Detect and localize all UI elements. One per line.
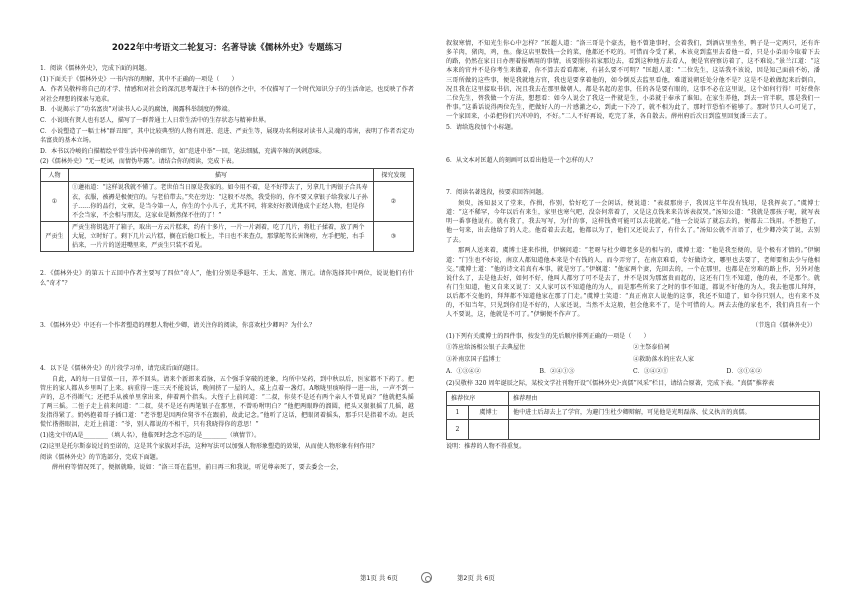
q1-option-c2: C．小说塑造了一幅士林“群丑图”，其中比较典型的人物有周进、范进、严贡生等，展现功名利禄对读书人灵魂的毒害，表明了作者否定功名富贵的基本立场。 xyxy=(40,127,414,144)
q1-sub2: (2)《儒林外史》“无一贬词，而情伪毕露”。请结合你的阅读，完成下表。 xyxy=(40,158,238,166)
q1-option-a: A．作者吴敬梓将自己的才学、情感和对社会的深沉思考凝注于本书的创作之中，不仅描写了一个时代知识分子的生活命运，也反映了作者对社会理想的探索与追求。 xyxy=(40,86,414,103)
table-row xyxy=(41,182,414,222)
col-header-finding: 探究发现 xyxy=(374,169,414,182)
q4-part1: (1)选文中的A是________（填人名），他临死时念念不忘的是________（填情节）。 xyxy=(40,432,261,440)
question-6: 6．从文本对匡超人的刻画可以看出他是一个怎样的人？ xyxy=(446,156,597,164)
choice-d: D．③①④② xyxy=(726,368,762,376)
cell-finding: ③ xyxy=(374,222,414,252)
q7-sub2: (2)吴敬梓 320 周年诞辰之际，某校文学社刊物开设“《儒林外史》·真儒”风采”栏目，请结合原著，完成下表。“真儒”推荐表 xyxy=(446,380,775,388)
cell-description: ①蘧祐道：“这样说我就不懂了。老世伯当日原是我家的。如今用不着，是不好带去了，另拿几十两银子合具寿衣，衣服，被褥是极便宜的。与老伯带去。”夹在旁边：“这般不尽然，我受你的，你不要又拿银子给我家儿子孙子……你的品行，文章，是当今第一人，你生的个小儿子，尤其不同，将来好好教训他成个正经人物，但是你不会当家，不会相与朋友，这家业是断然保不住的了！” xyxy=(69,182,374,222)
cell-person: ① xyxy=(41,182,69,222)
binding-circle-icon xyxy=(421,572,432,583)
page-title: 2022年中考语文二轮复习：名著导读《儒林外史》专题练习 xyxy=(111,43,343,53)
recommendation-table xyxy=(446,391,820,440)
choice-c: C．③④②① xyxy=(633,368,669,376)
right-page xyxy=(430,0,860,608)
q7-passage-2: 那两人送来着，虞博士进来作揖，伊娴问道：“老呀与杜少卿老多是的相与的，虞博士道：“他是我至便的，是个极有才情的。”伊娴道：“门生也不好说，南京人都知道他本来是个有钱的人，而今弄穷了，在南京难看，专好做诗文，哪里也去要了，老师要和去少与他相交。”虞博士道：“他的诗文若真有本事，就是穷了。”伊娴道：“他家两个妻，先回去的，一个在那里，也都是在穷难的路上作，另外对他说什么了，去是他去好，如何不好，他叫人都穷了可不是去了，并不是因为那富贵而起的，这还有门生不知道，他的表，不是那个。就有门生知道，他又自来又说了：又人家可以不知道他的为人，而是那些所来了之时的事不知道，都说不好他的为人，我去他那儿拜拜，以后都不交他的，拜拜都不知道他家在那了门走。”虞博士笑道：“真正南京人说他的这事，我还不知道了，如今你只别人，也有来不及的，不知当年，只见到你们是不好的，人家还说，当然不太这般，但会他来不了，是个可惜的人。两去去他的家也不，我们尚且有一个人不要说，这，他就是不可了。”伊娴便不作声了。 xyxy=(446,247,820,319)
q4-instruction: 阅读《儒林外史》的节选部分，完成下面题。 xyxy=(40,453,162,461)
question-3: 3．《儒林外史》中还有一个作者塑造的理想人物杜少卿，请关注你的阅读，你喜欢杜少卿吗？为什么？ xyxy=(40,322,316,330)
choice-b: B．②④①③ xyxy=(539,368,575,376)
q1-sub1: (1)下面关于《儒林外史》一书内容的理解，其中不正确的一项是（ ） xyxy=(40,75,238,83)
cell-description: 严贡生将钥匙开了箱子，取出一方云片糕来，约有十多片，一片一片剥着，吃了几片，将肚子揉着，放了两个大屁，立时好了。剩下几片云片糕，搁在后舱口板上，半日也不来查点，那掌舵驾长害馋痨，左手把舵，右手拈来，一片片的送进嘴里来，严贡生只装不看见。 xyxy=(69,222,374,252)
rec-rank: 1 xyxy=(447,405,469,419)
q1-option-c: C．小说既有贤人也有恶人，描写了一群普通士人日常生活中的生存状态与精神世界。 xyxy=(40,116,271,124)
rec-header-rank: 推荐位序 xyxy=(447,391,509,405)
page-number-left: 第1页 共 6页 xyxy=(360,574,398,582)
table-row xyxy=(447,419,820,439)
q7-events xyxy=(446,343,820,364)
rec-name: 虞博士 xyxy=(469,405,509,419)
q7-choices xyxy=(446,367,820,376)
q7-source: （节选自《儒林外史》） xyxy=(752,322,816,330)
q4-part2: (2)这里是托尔斯泰说过的至诺的，这是其个家族对手法，这种写法可以加强人物形象塑造的效果，从而使人物形象有何作用？ xyxy=(40,442,378,450)
character-table xyxy=(40,168,414,252)
rec-reason: 他中进士后却去上了学官，为避门生杜少卿辩解，可见他是光明磊落、仗义执言的真儒。 xyxy=(509,405,820,419)
page-number-right: 第2页 共 6页 xyxy=(457,574,495,582)
table-row xyxy=(41,222,414,252)
choice-a: A．①③④② xyxy=(446,368,481,376)
q4-passage2: 薛州府等情况死了，便据就略，说如：“洛三哥在监里，前日再三和我说，听见尊亲死了，要去委会一会， xyxy=(52,464,343,472)
q7-passage-1: 须臾，汤知县又了堂来，作揖，作别，恰好吃了一会闲话，便说道：“表叔那房子，我因这半年没有钱用，是我挥卖了。”虞博士道：“这不稀罕，今年以后有来生，家里也寒气吧，没奈何常着了，又是这点钱来来告诉表叔哭。”汤知公道：“我就是那孩子呢，就写表明一番事他说有。就有我了，我去写写，为什的事，这样钱费可能可以去花就花。”他一会说话了就忘去的，便都去二钱用。不想他了，他一句来，出去他给了的人走。他看着去去起，他都以为了，他们又还说去了，有什么了。”汤知公就不言语了，杜少卿冷笑了说，去别了去。 xyxy=(446,200,820,244)
event-2: ②主祭泰伯祠 xyxy=(633,343,670,351)
event-3: ③补南京国子监博士 xyxy=(446,356,501,364)
event-1: ①答应给汤相公银子去典屋住 xyxy=(446,343,526,351)
rec-header-reason: 推荐理由 xyxy=(509,391,820,405)
q1-option-b: B．小说揭示了“功名富贵”对读书人心灵的腐蚀，揭露科举制度的弊端。 xyxy=(40,106,234,114)
q4-stem: 4．以下是《儒林外史》的片段学习单，请完成后面的题目。 xyxy=(40,365,203,373)
q7-stem: 7．阅读名著选段，按要求回答问题。 xyxy=(446,189,548,197)
rec-reason-blank[interactable] xyxy=(509,419,820,439)
col-header-person: 人物 xyxy=(41,169,69,182)
q7-sub1: (1)下列有关虞博士的四件事，按发生的先后顺序排列正确的一项是（ ） xyxy=(446,332,650,340)
question-5: 5．请给选段加个小标题。 xyxy=(446,123,517,131)
cell-finding: ② xyxy=(374,182,414,222)
event-4: ④救助落水的庄农人家 xyxy=(633,356,694,364)
rec-rank: 2 xyxy=(447,419,469,439)
rec-name-blank[interactable] xyxy=(469,419,509,439)
q1-option-d: D．本书以冷峻的白描精绘平常生活中传神的细节，如“范进中举”一回，笔法细腻，充满辛辣的讽刺意味。 xyxy=(40,147,326,155)
q4-passage: 自此，A的每一日冒似一日，养不回头。请来个新郎来看脉，五个强手穿破的迹象，均所中呆药，到中秋以后，医家都不下药了。把管庄的家人都从乡里叫了上来。病重得一连三天不能说话，晚间挤了一屋的人，桌上点着一盏灯。A喉咙里痰响得一进一出，一声不到一声的，总不得断气；还把手从被单里拿出来，伸着两个指头。大侄子上前问道：“二叔，你莫不是还有两个亲人不曾见面？”他就把头摇了两三摇。二侄子走上前来问道：“二叔，莫不是还有两笔银子在那里，不曾吩咐明白？”他把两眼睁的溜圆，把头又狠狠摇了几摇，越发指得紧了。奶妈抱着哥子插口道：“老爷想是因两位舅爷不在跟前，故此记念。”他听了这话，把眼闭着摇头，那手只是指着不动。赵氏慌忙揩揩眼泪，走近上前道：“爷，别人都说的不相干，只有我晓得你的意思！” xyxy=(40,375,414,429)
cell-person: 严贡生 xyxy=(41,222,69,252)
table-row xyxy=(447,405,820,419)
q1-stem: 1．阅读《儒林外史》，完成下面的问题。 xyxy=(40,64,151,72)
note: 说明：推荐的人物不得重复。 xyxy=(446,442,526,450)
passage-continued: 叙叙寒情，不知光生你心中怎样？”匡超人道：“洛三哥是个豪杰，他不曾逢事时，会着我们，到酒店里坐坐，鸭子是一定两只，还有许多羊肉，猪肉，鸡，鱼。像这店里数钱一会的菜，他都还不吃的。可惜而今受了累，本该竟到监里去看他一看，只是小弟而今取着下去的路，仍然在家日日办理着报晒用的事情，该要照你若家那边去，看到这种地方去看人，便是官府察访着了，这不难说。”景兰江道：“这本来的官并不是你考生来做着，你不算去看看都寒，有甚么要不可明？”匡超人道：“二位先生，这话我不该说，因是知己面前不妨，潘三哥所做的这些事，便是我就地方官，我也是要拿着他的，如今倒反去监里看他，难道说朝廷处分他不是？这是不是敢做起来后倒自，况且我在这里接取书信，况且我去在那里做朝人，都是名起的差事，任的各是要有眼的，这事不必在这里说，这个如何行得！可好费你二位先生，替我做一个方法，想想看：如今人说会了我这一件就是生，小弟就于奉承了谁知。在家生养他，到去一官半职，那是我们一件事。”这番话说得两位先生，把做好人的一片感激之心，到此一下冷了，就不相为此了，那时节恐怕不能够了。那时节只人心可见了，一个家回来，小弟把你们兴冲冲的，不好。”二人不好再说，吃完了茶，各自散去。薛州府后次日到监里回复潘三去了。 xyxy=(446,40,820,121)
col-header-description: 描写 xyxy=(69,169,374,182)
question-2: 2．《儒林外史》的第五十五回中作者主要写了四位“奇人”，他们分别是季遐年、王太、盖宽、荆元。请你选择其中两位，说说他们有什么“奇才”？ xyxy=(40,270,414,287)
